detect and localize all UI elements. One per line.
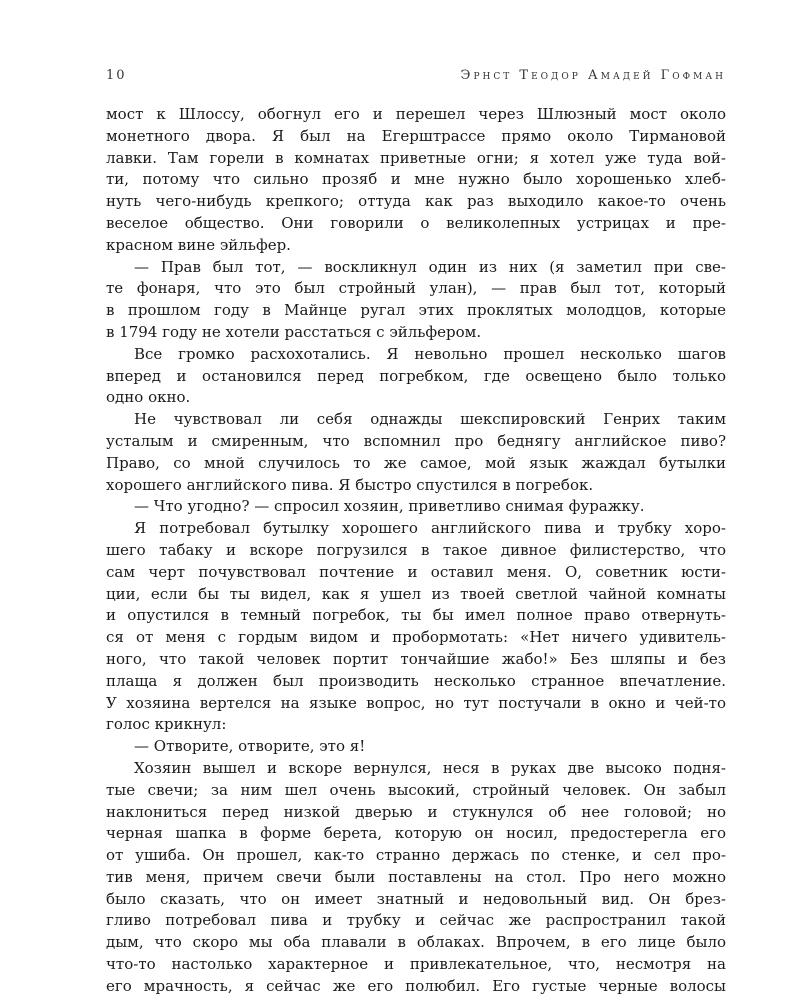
text-line: — Отворите, отворите, это я! [134,737,366,756]
text-line: и опустился в темный погребок, ты бы имел полное право отвернуть- [106,606,726,625]
text-line: наклониться перед низкой дверью и стукнулся об нее головой; но [106,802,726,821]
text-line: голос крикнул: [106,715,227,734]
text-line: от ушиба. Он прошел, как-то странно держась по стенке, и сел про- [106,846,726,865]
text-line: ти, потому что сильно прозяб и мне нужно было хорошенько хлеб- [106,170,726,189]
text-line: его мрачность, я сейчас же его полюбил. Его густые черные волосы [106,976,726,995]
text-line: нуть чего-нибудь крепкого; оттуда как раз выходило какое-то очень [106,192,726,211]
text-line: веселое общество. Они говорили о великолепных устрицах и пре- [106,213,726,232]
text-line: Все громко расхохотались. Я невольно прошел несколько шагов [134,344,726,363]
text-line: черная шапка в форме берета, которую он носил, предостерегла его [106,824,726,843]
text-line: красном вине эйльфер. [106,235,291,254]
running-head-author: Эрнст Теодор Амадей Гофман [460,68,726,83]
running-head [106,68,726,88]
text-line: тив меня, причем свечи были поставлены на стол. Про него можно [106,867,726,886]
text-line: ции, если бы ты видел, как я ушел из твоей светлой чайной комнаты [106,584,726,603]
text-line: дым, что скоро мы оба плавали в облаках. Впрочем, в его лице было [106,933,726,952]
text-line: ного, что такой человек портит тончайшие жабо!» Без шляпы и без [106,649,726,668]
text-line: усталым и смиренным, что вспомнил про беднягу английское пиво? [106,431,726,450]
text-line: было сказать, что он имеет знатный и недовольный вид. Он брез- [106,889,726,908]
text-line: в 1794 году не хотели расстаться с эйльфером. [106,322,482,341]
text-line: вперед и остановился перед погребком, где освещено было только [106,366,726,385]
text-line: плаща я должен был производить несколько странное впечатление. [106,671,726,690]
text-line: гливо потребовал пива и трубку и сейчас же распространил такой [106,911,726,930]
text-line: сам черт почувствовал почтение и оставил меня. О, советник юсти- [106,562,726,581]
text-line: Хозяин вышел и вскоре вернулся, неся в руках две высоко подня- [134,758,726,777]
text-line: — Прав был тот, — воскликнул один из них (я заметил при све- [134,257,726,276]
text-line: ся от меня с гордым видом и пробормотать: «Нет ничего удивитель- [106,628,726,647]
text-line: те фонаря, что это был стройный улан), — прав был тот, который [106,279,726,298]
body-text [106,104,726,998]
text-line: хорошего английского пива. Я быстро спустился в погребок. [106,475,594,494]
text-line: в прошлом году в Майнце ругал этих проклятых молодцов, которые [106,301,726,320]
page-number: 10 [106,68,127,83]
text-line: Не чувствовал ли себя однажды шекспировский Генрих таким [134,410,726,429]
text-line: шего табаку и вскоре погрузился в такое дивное филистерство, что [106,540,726,559]
text-line: Я потребовал бутылку хорошего английского пива и трубку хоро- [134,519,726,538]
text-line: лавки. Там горели в комнатах приветные огни; я хотел уже туда вой- [106,148,726,167]
text-line: мост к Шлоссу, обогнул его и перешел через Шлюзный мост около [106,105,726,123]
text-line: монетного двора. Я был на Егерштрассе прямо около Тирмановой [106,126,726,145]
text-line: Право, со мной случилось то же самое, мой язык жаждал бутылки [106,453,726,472]
text-line: У хозяина вертелся на языке вопрос, но тут постучали в окно и чей-то [106,693,726,712]
text-line: тые свечи; за ним шел очень высокий, стройный человек. Он забыл [106,780,726,799]
text-line: что-то настолько характерное и привлекательное, что, несмотря на [106,955,726,974]
text-line: одно окно. [106,388,191,407]
text-line: — Что угодно? — спросил хозяин, приветливо снимая фуражку. [134,497,645,516]
